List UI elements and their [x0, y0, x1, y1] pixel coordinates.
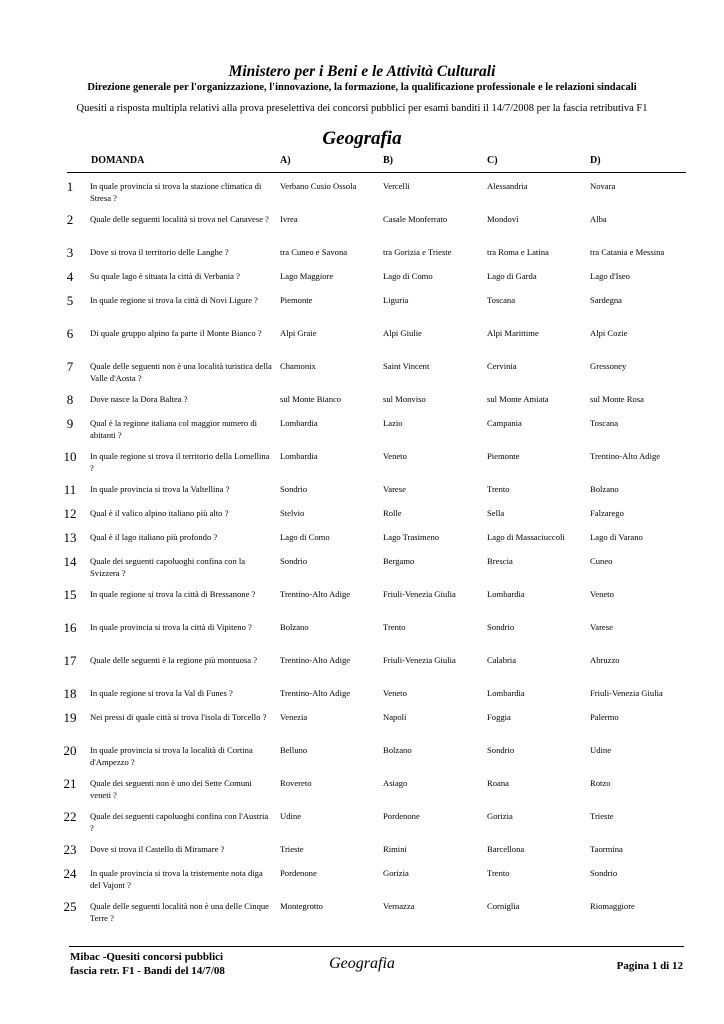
answer-d: Cuneo [590, 556, 613, 566]
answer-a: Alpi Graie [280, 328, 317, 338]
answer-d: Friuli-Venezia Giulia [590, 688, 663, 698]
column-header-b: B) [383, 155, 393, 166]
answer-b: Alpi Giulie [383, 328, 422, 338]
footer-divider [69, 946, 684, 947]
answer-d: Abruzzo [590, 655, 620, 665]
answer-d: Alba [590, 214, 607, 224]
question-row [0, 901, 724, 933]
question-number: 16 [63, 620, 77, 635]
answer-b: Vernazza [383, 901, 415, 911]
answer-a: Sondrio [280, 484, 308, 494]
question-text: In quale provincia si trova la tristemente nota diga del Vajont ? [90, 868, 263, 890]
answer-d: Falzarego [590, 508, 624, 518]
question-text: In quale regione si trova la Val di Funes ? [90, 688, 233, 698]
answer-c: Trento [487, 868, 510, 878]
question-number: 19 [63, 710, 77, 725]
answer-d: Gressoney [590, 361, 627, 371]
question-number: 3 [66, 245, 74, 260]
question-number: 5 [66, 293, 74, 308]
answer-b: tra Gorizia e Trieste [383, 247, 452, 257]
answer-a: Sondrio [280, 556, 308, 566]
question-text: Su quale lago è situata la città di Verbania ? [90, 271, 240, 281]
answer-a: Piemonte [280, 295, 313, 305]
answer-b: Bolzano [383, 745, 412, 755]
question-text: Dove nasce la Dora Baltea ? [90, 394, 188, 404]
question-row [0, 589, 724, 621]
question-text: Quale dei seguenti capoluoghi confina con la Svizzera ? [90, 556, 246, 578]
question-number: 18 [63, 686, 77, 701]
question-number: 20 [63, 743, 77, 758]
answer-b: Asiago [383, 778, 408, 788]
document-header [0, 62, 724, 127]
answer-a: Pordenone [280, 868, 317, 878]
answer-d: Novara [590, 181, 616, 191]
answer-b: Veneto [383, 688, 407, 698]
question-text: In quale provincia si trova la stazione climatica di Stresa ? [90, 181, 262, 203]
answer-d: sul Monte Rosa [590, 394, 644, 404]
answer-c: Lago di Garda [487, 271, 537, 281]
question-text: Quale delle seguenti località non è una delle Cinque Terre ? [90, 901, 269, 923]
question-text: In quale regione si trova la città di Bressanone ? [90, 589, 256, 599]
question-row [0, 556, 724, 588]
answer-c: Corniglia [487, 901, 520, 911]
answer-b: Gorizia [383, 868, 409, 878]
question-text: Quale dei seguenti capoluoghi confina con l'Austria ? [90, 811, 269, 833]
answer-a: Montegrotto [280, 901, 323, 911]
question-row [0, 712, 724, 744]
answer-c: Trento [487, 484, 510, 494]
answer-b: Saint Vincent [383, 361, 430, 371]
answer-a: Bolzano [280, 622, 309, 632]
answer-a: Trentino-Alto Adige [280, 589, 351, 599]
question-text: Di quale gruppo alpino fa parte il Monte Bianco ? [90, 328, 262, 338]
answer-d: Taormina [590, 844, 623, 854]
question-number: 13 [63, 530, 77, 545]
question-text: Quale delle seguenti località si trova nel Canavese ? [90, 214, 269, 224]
question-text: Dove si trova il territorio delle Langhe ? [90, 247, 229, 257]
answer-b: Varese [383, 484, 406, 494]
answer-d: Alpi Cozie [590, 328, 628, 338]
answer-a: Trieste [280, 844, 304, 854]
question-number: 2 [66, 212, 74, 227]
question-number: 10 [63, 449, 77, 464]
answer-b: Liguria [383, 295, 409, 305]
question-row [0, 361, 724, 393]
quesiti-description: Quesiti a risposta multipla relativi alla prova preselettiva dei concorsi pubblici per esami banditi il 14/7/2008 per la fascia retributiva F1 [76, 103, 648, 114]
answer-a: Rovereto [280, 778, 312, 788]
answer-d: Palermo [590, 712, 619, 722]
question-number: 23 [63, 842, 77, 857]
answer-c: Brescia [487, 556, 513, 566]
answer-b: Casale Monferrato [383, 214, 448, 224]
question-number: 14 [63, 554, 77, 569]
answer-b: sul Monviso [383, 394, 426, 404]
question-text: Quale dei seguenti non è uno dei Sette Comuni veneti ? [90, 778, 252, 800]
question-row [0, 181, 724, 213]
question-row [0, 328, 724, 360]
answer-a: Lombardia [280, 451, 318, 461]
question-row [0, 214, 724, 246]
question-text: Quale delle seguenti non è una località turistica della Valle d'Aosta ? [90, 361, 272, 383]
answer-c: Roana [487, 778, 509, 788]
question-number: 12 [63, 506, 77, 521]
subject-title: Geografia [322, 128, 402, 149]
question-number: 4 [66, 269, 74, 284]
answer-b: Trento [383, 622, 406, 632]
question-text: In quale regione si trova il territorio della Lomellina ? [90, 451, 270, 473]
question-text: Dove si trova il Castello di Miramare ? [90, 844, 225, 854]
header-divider [67, 172, 686, 173]
question-text: Nei pressi di quale città si trova l'isola di Torcello ? [90, 712, 267, 722]
answer-c: Lombardia [487, 688, 525, 698]
answer-d: Trieste [590, 811, 614, 821]
answer-c: Campania [487, 418, 522, 428]
answer-c: Alessandria [487, 181, 528, 191]
answer-a: Belluno [280, 745, 308, 755]
answer-a: Lombardia [280, 418, 318, 428]
answer-c: Sondrio [487, 745, 515, 755]
footer-subject: Geografia [329, 955, 395, 972]
answer-c: Lombardia [487, 589, 525, 599]
answer-b: Lago Trasimeno [383, 532, 440, 542]
answer-b: Veneto [383, 451, 407, 461]
answer-a: Stelvio [280, 508, 305, 518]
question-text: Qual è il valico alpino italiano più alto ? [90, 508, 229, 518]
answer-b: Napoli [383, 712, 407, 722]
column-header-a: A) [280, 155, 291, 166]
answer-b: Rolle [383, 508, 402, 518]
answer-d: Lago di Varano [590, 532, 643, 542]
question-row [0, 655, 724, 687]
question-row [0, 778, 724, 810]
answer-b: Friuli-Venezia Giulia [383, 655, 456, 665]
question-number: 1 [66, 179, 74, 194]
question-text: Quale delle seguenti è la regione più montuosa ? [90, 655, 258, 665]
answer-d: Sondrio [590, 868, 618, 878]
answer-b: Rimini [383, 844, 407, 854]
question-number: 9 [66, 416, 74, 431]
question-text: Qual è la regione italiana col maggior numero di abitanti ? [90, 418, 258, 440]
answer-d: Trentino-Alto Adige [590, 451, 661, 461]
question-number: 21 [63, 776, 77, 791]
column-header-d: D) [590, 155, 601, 166]
answer-b: Lazio [383, 418, 403, 428]
question-text: In quale provincia si trova la località di Cortina d'Ampezzo ? [90, 745, 253, 767]
answer-b: Vercelli [383, 181, 410, 191]
question-text: Qual è il lago italiano più profondo ? [90, 532, 218, 542]
page-number: Pagina 1 di 12 [616, 960, 683, 972]
answer-c: tra Roma e Latina [487, 247, 549, 257]
question-row [0, 745, 724, 777]
answer-c: Calabria [487, 655, 517, 665]
answer-d: Bolzano [590, 484, 619, 494]
answer-d: tra Catania e Messina [590, 247, 665, 257]
answer-c: Foggia [487, 712, 511, 722]
answer-a: Trentino-Alto Adige [280, 655, 351, 665]
question-text: In quale regione si trova la città di Novi Ligure ? [90, 295, 258, 305]
question-number: 24 [63, 866, 77, 881]
answer-c: Alpi Marittime [487, 328, 539, 338]
answer-c: Piemonte [487, 451, 520, 461]
question-text: In quale provincia si trova la città di Vipiteno ? [90, 622, 252, 632]
answer-a: Lago Maggiore [280, 271, 334, 281]
answer-d: Riomaggiore [590, 901, 635, 911]
answer-b: Pordenone [383, 811, 420, 821]
direzione-subtitle: Direzione generale per l'organizzazione, l'innovazione, la formazione, la qualificazione professionale e le relazioni sindacali [87, 82, 637, 93]
footer-source-line-2: fascia retr. F1 - Bandi del 14/7/08 [70, 965, 225, 977]
answer-a: Chamonix [280, 361, 316, 371]
answer-c: sul Monte Amiata [487, 394, 549, 404]
question-number: 15 [63, 587, 77, 602]
footer-source-line-1: Mibac -Quesiti concorsi pubblici [70, 951, 224, 963]
answer-c: Toscana [487, 295, 516, 305]
answer-c: Sondrio [487, 622, 515, 632]
answer-a: Trentino-Alto Adige [280, 688, 351, 698]
column-header-domanda: DOMANDA [91, 155, 145, 166]
answer-a: Ivrea [280, 214, 298, 224]
question-number: 6 [66, 326, 74, 341]
answer-b: Friuli-Venezia Giulia [383, 589, 456, 599]
answer-d: Varese [590, 622, 613, 632]
question-row [0, 868, 724, 900]
answer-c: Mondovì [487, 214, 519, 224]
answer-a: Udine [280, 811, 302, 821]
question-row [0, 622, 724, 654]
answer-b: Lago di Como [383, 271, 433, 281]
question-number: 17 [63, 653, 77, 668]
ministry-title: Ministero per i Beni e le Attività Culturali [228, 63, 496, 80]
answer-c: Cervinia [487, 361, 517, 371]
question-number: 7 [66, 359, 74, 374]
question-number: 8 [66, 392, 74, 407]
answer-d: Udine [590, 745, 612, 755]
question-row [0, 811, 724, 843]
answer-a: Verbano Cusio Ossola [280, 181, 357, 191]
answer-a: Venezia [280, 712, 308, 722]
question-row [0, 451, 724, 483]
question-row [0, 295, 724, 327]
question-text: In quale provincia si trova la Valtellina ? [90, 484, 230, 494]
answer-d: Veneto [590, 589, 614, 599]
answer-d: Sardegna [590, 295, 622, 305]
question-row [0, 418, 724, 450]
answer-b: Bergamo [383, 556, 415, 566]
answer-d: Toscana [590, 418, 619, 428]
column-header-c: C) [487, 155, 498, 166]
answer-c: Gorizia [487, 811, 513, 821]
answer-c: Sella [487, 508, 505, 518]
answer-a: tra Cuneo e Savona [280, 247, 348, 257]
answer-c: Barcellona [487, 844, 525, 854]
answer-c: Lago di Massaciuccoli [487, 532, 565, 542]
answer-d: Rotzo [590, 778, 611, 788]
question-number: 25 [63, 899, 77, 914]
answer-a: Lago di Como [280, 532, 330, 542]
question-number: 11 [63, 482, 77, 497]
answer-d: Lago d'Iseo [590, 271, 630, 281]
answer-a: sul Monte Bianco [280, 394, 342, 404]
question-number: 22 [63, 809, 77, 824]
